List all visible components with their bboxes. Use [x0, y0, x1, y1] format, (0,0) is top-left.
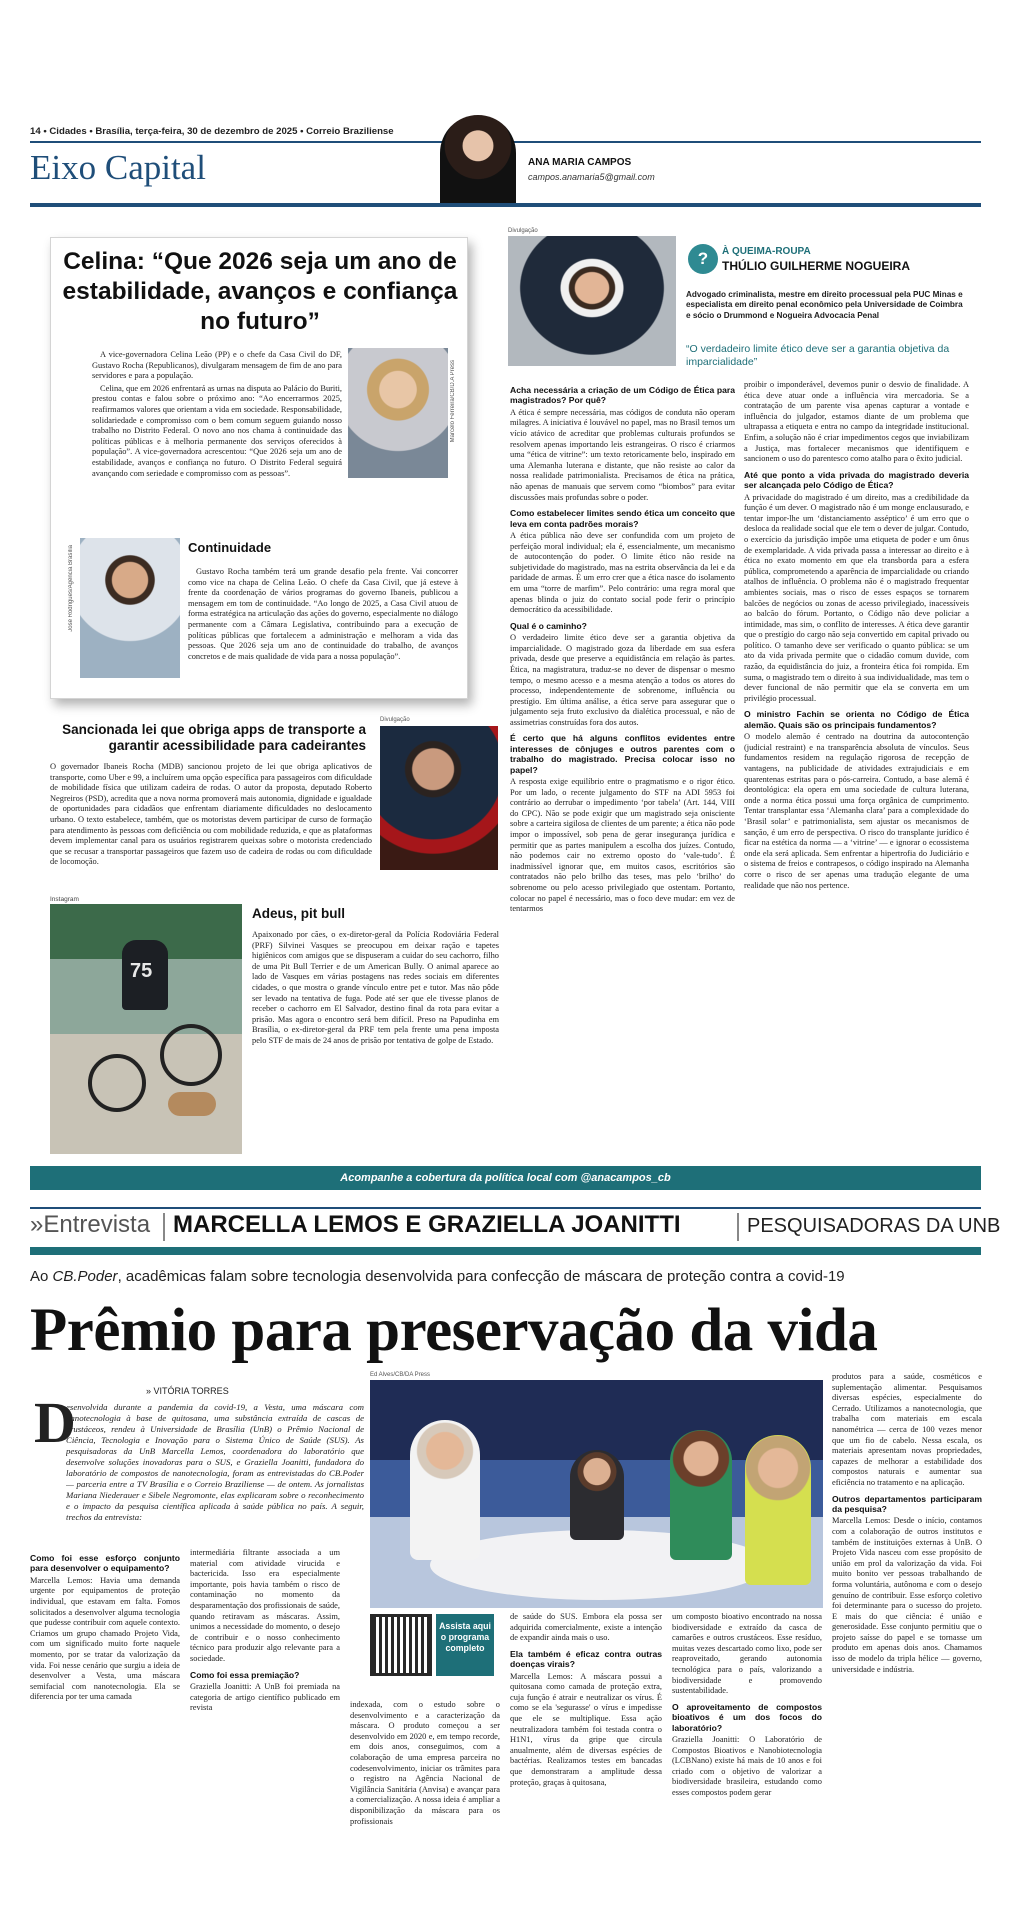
- interview-column-1: Como foi esse esforço conjunto para desenvolver o equipamento? Marcella Lemos: Havia uma demanda urgente por equipamentos de proteção individual, que estavam em falta. Fomos solicitados a desenvolver alguma tecnologia que pudesse contribuir com aquele contexto. Criamos um grupo chamado Projeto Vida, com um significado muito forte naquele momento, por se tratar da valorização da vida. Foi nesse cenário que surgiu a ideia de desenvolver a Vesta, uma máscara semifacial com nanotecnologia. Ela se diferencia por ter uma camada: [30, 1553, 180, 1702]
- queima-q2: Como estabelecer limites sendo ética um conceito que leva em conta padrões morais?: [510, 508, 735, 529]
- section-title: Eixo Capital: [30, 148, 206, 187]
- lead-dropcap: D: [34, 1390, 76, 1455]
- apps-body: O governador Ibaneis Rocha (MDB) sancionou projeto de lei que obriga aplicativos de transporte, como Uber e 99, a incluírem uma opção específica para passageiros com dificuldade de mobilidade física que utilizam cadeira de rodas. O autor da proposta, deputado Roberto Negreiros (PSD), acredita que a nova norma promoverá mais autonomia, dignidade e igualdade de oportunidades para cidadãos que enfrentam diariamente dificuldades no deslocamento urbano. O texto estabelece, também, que os motoristas devem participar de curso de formação para atendimento às pessoas com deficiência ou com mobilidade reduzida, e que as plataformas devem implementar canal para os usuários registrarem queixas sobre o motorista credenciado que se recusar a transportar passageiros que fazem uso de cadeira de rodas ou com dificuldade de locomoção.: [50, 762, 372, 867]
- pitbull-headline: Adeus, pit bull: [252, 906, 345, 921]
- queima-q3: Qual é o caminho?: [510, 620, 587, 631]
- interview-photo-credit: Ed Alves/CB/DA Press: [370, 1372, 431, 1378]
- guest-right-2: [745, 1435, 811, 1585]
- dog-figure: [168, 1092, 216, 1116]
- queima-column-1: Acha necessária a criação de um Código de Ética para magistrados? Por quê? A ética é sempre necessária, mas códigos de conduta não operam milagres. A iniciativa é louvável no papel, mas no Brasil temos um vício atávico de acreditar que problemas culturais profundos se resolvem apenas importando leis estrangeiras. O risco é criarmos uma “ética de vitrine”: um texto retoricamente belo, inspirado em uma Alemanha luterana e distante, que não resiste ao calor da nossa realidade patrimonialista. Precisamos de ética na prática, não apenas de manuais que servem como “biombos” para evitar discussões mais profundas sobre o poder. Como estabelecer limites sendo ética um conceito que leva em conta padrões morais? A ética pública não deve ser confundida com um projeto de perfeição moral individual; ela é, essencialmente, um mecanismo de autocontenção do poder. O limite ético não reside na subjetividade do magistrado, mas na estrita observância da lei e da paridade de armas. É um erro crer que a ética nasce do isolamento em uma “torre de marfim”. Pelo contrário: uma regra moral que apenas blinda o juiz do contato social pode ferir o princípio democrático da acessibilidade. Qual é o caminho? O verdadeiro limite ético deve ser a garantia objetiva da imparcialidade. O magistrado goza da liberdade em sua esfera privada, desde que preserve a equidistância em relação às partes. Ética, na magistratura, traduz-se no dever de dispensar o mesmo tempo, o mesmo acesso e a mesma atenção a todos os atores do processo, independentemente de sobrenome, influência ou prestígio. Em última análise, a ética serve para assegurar que o julgamento seja fruto exclusivo da dialética processual, e não de assimetrias construídas fora dos autos. É certo que há alguns conflitos evidentes entre interesses de cônjuges e outros parentes com o trabalho do magistrado. Precisa colocar isso no papel? A resposta exige equilíbrio entre o pragmatismo e o rigor ético. Por um lado, o recente julgamento do STF na ADI 5953 foi contrário ao derrubar o impedimento ‘por tabela’ (Art. 144, VIII do CPC). Não se pode exigir que um magistrado seja onisciente sobre a carteira sigilosa de clientes de um parente; a ética não pode impor o impossível, sob pena de gerar insegurança jurídica e permitir que as partes manipulem a escolha dos juízes. Contudo, não podemos cair no extremo oposto do ‘vale-tudo’. É inadmissível ignorar que, em muitos casos, escritórios são contratados não pelo brilho das teses, mas pelo ‘brilho’ do sobrenome ou pelo acesso privilegiado que ostentam. Portanto, colocar no papel é necessário, mas o foco deve mudar: em vez de tentarmos: [510, 385, 735, 914]
- continuidade-subhead: Continuidade: [188, 540, 272, 555]
- interview-q2: Como foi essa premiação?: [190, 1669, 300, 1680]
- columnist-photo: [440, 115, 516, 203]
- interview-q1: Como foi esse esforço conjunto para desenvolver o equipamento?: [30, 1553, 180, 1574]
- interview-byline: » VITÓRIA TORRES: [146, 1386, 229, 1396]
- interview-deck: Ao CB.Poder, acadêmicas falam sobre tecnologia desenvolvida para confecção de máscara de proteção contra a covid-19: [30, 1268, 845, 1285]
- thulio-photo: [508, 236, 676, 366]
- folio-line: 14 • Cidades • Brasília, terça-feira, 30 de dezembro de 2025 • Correio Braziliense: [30, 126, 394, 137]
- interview-q3: Ela também é eficaz contra outras doenças virais?: [510, 1648, 662, 1670]
- interview-q5: Outros departamentos participaram da pesquisa?: [832, 1493, 982, 1514]
- columnist-name: ANA MARIA CAMPOS: [528, 157, 632, 168]
- celina-photo: [348, 348, 448, 478]
- celina-body: A vice-governadora Celina Leão (PP) e o chefe da Casa Civil do DF, Gustavo Rocha (Republicanos), divulgaram mensagem de fim de ano para servidores e para a população. Celina, que em 2026 enfrentará as urnas na disputa ao Palácio do Buriti, prestou contas e falou sobre o próximo ano: “Ao encerrarmos 2025, reafirmamos valores que orientam a vida em sociedade. Responsabilidade, solidariedade e compromisso com o bem comum seguem guiando nosso trabalho no Distrito Federal. O novo ano nos chama à continuidade das políticas públicas e à melhoria permanente dos serviços oferecidos à população”. A vice-governadora acrescentou: “Que 2026 seja um ano de estabilidade, avanços e confiança no futuro. O Distrito Federal seguirá avançando com seriedade e compromisso com as pessoas”.: [92, 350, 342, 478]
- studio-photo: [370, 1380, 823, 1608]
- social-banner[interactable]: Acompanhe a cobertura da política local com @anacampos_cb: [30, 1166, 981, 1190]
- interview-top-rule: [30, 1207, 981, 1209]
- interview-divider-1: [163, 1213, 165, 1241]
- celina-photo-credit: Marcelo Ferreira/CB/D.A Press: [450, 360, 456, 443]
- thulio-photo-credit: Divulgação: [508, 228, 538, 234]
- interview-divider-2: [737, 1213, 739, 1241]
- queima-q6: O ministro Fachin se orienta no Código de Ética alemão. Quais são os principais fundamentos?: [744, 709, 969, 730]
- interview-kicker: »Entrevista: [30, 1211, 151, 1238]
- queima-q1: Acha necessária a criação de um Código de Ética para magistrados? Por quê?: [510, 385, 735, 406]
- pitbull-photo: [50, 904, 242, 1154]
- guest-left: [410, 1420, 480, 1560]
- apps-headline: Sancionada lei que obriga apps de transporte a garantir acessibilidade para cadeirantes: [62, 722, 366, 753]
- header-bottom-rule: [30, 203, 981, 207]
- queima-kicker: À QUEIMA-ROUPA: [722, 246, 811, 257]
- bicycle-wheel-front: [160, 1024, 222, 1086]
- qr-label[interactable]: Assista aqui o programa completo: [436, 1614, 494, 1676]
- interview-lead: esenvolvida durante a pandemia da covid-19, a Vesta, uma máscara com nanotecnologia à base de quitosana, uma substância extraída de cascas de crustáceos, rendeu à Universidade de Brasília (UnB) o Prêmio Nacional de Ciência, Tecnologia e Inovação para o Sistema Único de Saúde (SUS). As pesquisadoras da UnB Marcella Lemos, coordenadora do laboratório que desenvolve soluções inovadoras para o SUS, e Graziella Joanitti, fundadora do laboratório de compostos de nanotecnologia, foram as entrevistadas do CB.Poder — parceria entre a TV Brasília e o Correio Braziliense — de ontem. As jornalistas Mariana Niederauer e Sibele Negromonte, elas explicaram sobre o reconhecimento e o impacto da pesquisa científica aplicada à saúde pública no país. A seguir, trechos da entrevista:: [66, 1402, 364, 1522]
- interview-column-3: indexada, com o estudo sobre o desenvolvimento e a caracterização da máscara. O produto começou a ser desenvolvido em 2020 e, em tempo recorde, em dois anos, conseguimos, com a colaboração de uma empresa parceira no codesenvolvimento, iniciar os trâmites para o registro na Agência Nacional de Vigilância Sanitária (Anvisa) e avançar para a comercialização. A nossa ideia é ampliar a disponibilização da máscara para os profissionais: [350, 1700, 500, 1826]
- runner-jersey-number: 75: [130, 960, 153, 982]
- apps-photo-credit: Divulgação: [380, 717, 410, 723]
- interview-role: PESQUISADORAS DA UNB: [747, 1215, 1001, 1237]
- apps-photo: [380, 726, 498, 870]
- queima-icon: ?: [688, 244, 718, 274]
- interview-column-5: um composto bioativo encontrado na nossa biodiversidade e extraído da casca de camarões e outros crustáceos. Esse resíduo, muitas vezes descartado como lixo, pode ser reaproveitado, gerando autonomia tecnológica para o país, valorizando a biodiversidade e promovendo sustentabilidade. O aproveitamento de compostos bioativos é um dos focos do laboratório? Graziella Joanitti: O Laboratório de Compostos Bioativos e Nanobiotecnologia (LCBNano) existe há mais de 10 anos e foi criado com o objetivo de valorizar a biodiversidade brasileira, estudando como esses compostos podem gerar: [672, 1612, 822, 1797]
- interview-q4: O aproveitamento de compostos bioativos é um dos focos do laboratório?: [672, 1701, 822, 1733]
- queima-q4: É certo que há alguns conflitos evidentes entre interesses de cônjuges e outros parentes com o trabalho do magistrado. Precisa colocar isso no papel?: [510, 733, 735, 775]
- host-center: [570, 1450, 624, 1540]
- interview-column-4: de saúde do SUS. Embora ela possa ser adquirida comercialmente, existe a intenção de expandir ainda mais o uso. Ela também é eficaz contra outras doenças virais? Marcella Lemos: A máscara possui a quitosana como camada de proteção extra, cuja função é atrair e neutralizar os vírus. É como se ela 'segurasse' o vírus e impedisse que ele se multiplique. Essa ação neutralizadora também foi testada contra o H1N1, vírus da gripe que circula anualmente, além de diversas espécies de bactérias. Realizamos testes em bancadas que demonstraram a amplitude dessa proteção, graças à quitosana,: [510, 1612, 662, 1787]
- qr-code[interactable]: [370, 1614, 432, 1676]
- gustavo-photo-credit: José Rodrigues/Agência Brasília: [68, 545, 74, 632]
- interview-names: MARCELLA LEMOS E GRAZIELLA JOANITTI: [173, 1211, 681, 1238]
- guest-right-1: [670, 1430, 732, 1560]
- continuidade-body: Gustavo Rocha também terá um grande desafio pela frente. Vai concorrer como vice na chapa de Celina Leão. O chefe da Casa Civil, que já esteve à frente da coordenação de vários programas do governo Ibaneis, publicou a mensagem em tom de continuidade. “Ao longo de 2025, a Casa Civil atuou de forma estratégica na articulação das ações do governo, especialmente no diálogo permanente com a Câmara Legislativa, contribuindo para a execução de políticas públicas que fortalecem a administração e melhoram a vida das pessoas. Que 2026 seja um ano de continuidade do trabalho, de avanços concretos e de mais qualidade de vida para a nossa população”.: [188, 567, 458, 661]
- gustavo-photo: [80, 538, 180, 678]
- interview-column-6: produtos para a saúde, cosméticos e suplementação alimentar. Pesquisamos diversas espécies, especialmente do Cerrado. Utilizamos a nanotecnologia, que trabalha com materiais em escala nanométrica — cerca de 100 vezes menor que um fio de cabelo. Nessa escala, os materiais apresentam novas propriedades, capazes de melhorar a estabilidade dos compostos naturais e aumentar sua eficiência no tratamento e na aplicação. Outros departamentos participaram da pesquisa? Marcella Lemos: Desde o início, contamos com a colaboração de outros institutos e também de instituições externas à UnB. O Projeto Vida nasceu com esse propósito de união em prol da valorização da vida. Foi muito bonito ver pessoas trabalhando de forma voluntária, autônoma e com o desejo genuíno de contribuir. Esse esforço coletivo foi determinante para o sucesso do projeto. E mais do que ciência: é união e generosidade. Esse conjunto permitiu que o projeto saísse do papel e se tornasse um produto em apenas dois anos. Chamamos isso de modelo da tripla hélice — governo, universidade e indústria.: [832, 1372, 982, 1674]
- queima-q5: Até que ponto a vida privada do magistrado deveria ser alcançada pelo Código de Ética?: [744, 469, 969, 491]
- interview-headline: Prêmio para preservação da vida: [30, 1297, 878, 1364]
- pitbull-body: Apaixonado por cães, o ex-diretor-geral da Polícia Rodoviária Federal (PRF) Silvinei Vasques se preocupou em deixar ração e tapetes higiênicos com amigos que se dispuseram a cuidar do seu cachorro, filho de uma Pit Bull Terrier e de um American Bully. O animal aparece ao lado de Vasques em várias postagens nas redes sociais em diferentes cidades, o que mostra o grande vínculo entre pet e tutor. Mas não pôde ser levado na tentativa de fuga. Pode até ser que ele tivesse planos de receber o cachorro em El Salvador, destino final da rota para evitar a prisão. Mas agora o encontro será bem difícil. Preso na Papudinha em Brasília, o ex-diretor-geral da PRF tem pela frente uma pena imposta pelo STF de mais de 24 anos de prisão por tentativa de golpe de Estado.: [252, 930, 499, 1045]
- celina-headline: Celina: “Que 2026 seja um ano de estabilidade, avanços e confiança no futuro”: [62, 248, 458, 335]
- interview-column-2: intermediária filtrante associada a um material com atividade virucida e bactericida. Isso era especialmente importante, pois havia também o risco de contaminação no momento da desparamentação dos profissionais de saúde, quando retiravam as máscaras. Assim, unimos a necessidade do momento, o desejo de contribuir e o nosso conhecimento técnico para produzir algo relevante para a sociedade. Como foi essa premiação? Graziella Joanitti: A UnB foi premiada na categoria de artigo científico publicado em revista: [190, 1548, 340, 1713]
- queima-bio: Advogado criminalista, mestre em direito processual pela PUC Minas e especialista em direito penal econômico pela Universidade de Coimbra e sócio o Drummond e Nogueira Advocacia Penal: [686, 290, 963, 320]
- queima-pullquote: “O verdadeiro limite ético deve ser a garantia objetiva da imparcialidade”: [686, 343, 950, 368]
- bicycle-wheel-rear: [88, 1054, 146, 1112]
- queima-column-2: proibir o imponderável, devemos punir o desvio de finalidade. A ética deve atuar onde a influência vira mercadoria. Se a contratação de um parente visa apenas capturar a vontade e influência do julgador, estamos diante de um problema que ultrapassa a etiqueta e entra no campo da integridade institucional. Enfim, a solução não é criar impedimentos cegos que inviabilizam a Justiça, mas fortalecer mecanismos que identifiquem e sancionem o uso do parentesco como atalho para o êxito judicial. Até que ponto a vida privada do magistrado deveria ser alcançada pelo Código de Ética? A privacidade do magistrado é um direito, mas a credibilidade da função é um dever. O magistrado não é um monge enclausurado, e tentar impor-lhe um ‘distanciamento asséptico’ é um erro que o desloca da realidade social que ele tem o dever de julgar. Contudo, o exercício da jurisdição impõe uma etiqueta de poder e um ônus de exemplaridade. A vida privada passa a interessar ao direito e à ética no exato momento em que ela transborda para a esfera pública, comprometendo a aparência de imparcialidade ou criando atalhos de influência. O problema não é o magistrado frequentar ambientes sociais, mas o risco de esses espaços se tornarem balcões de negócios ou zonas de acesso privilegiado, inacessíveis ao balcão do fórum. Portanto, o Código não deve policiar a intimidade, mas sim, o conflito de interesses. A ética deve garantir que o prestígio do cargo não seja convertido em capital privado ou político. O tamanho deve ser verificado o quanto pública: se um ato da vida privada permite que o cidadão comum duvide, com razão, da equidistância do juiz, a fronteira ética foi rompida. Em suma, o magistrado tem o direito à sua individualidade, mas tem o dever funcional de não permitir que ela se converta em um privilégio processual. O ministro Fachin se orienta no Código de Ética alemão. Quais são os principais fundamentos? O modelo alemão é centrado na doutrina da autocontenção (judicial restraint) e na transparência absoluta de vínculos. Seus fundamentos residem na regulação rigorosa de recepção de vantagens, na publicidade de atividades extrajudiciais e em quarentenas estritas para o pós-carreira. Contudo, a base alemã é deontológica: ela opera em uma sociedade de cultura luterana, onde a norma ética possui uma força orgânica de cumprimento. Tentar transplantar essa ‘Alemanha clara’ para a complexidade do ‘Brasil solar’ e patrimonialista, sem ajustar os mecanismos de sanção, é um erro de perspectiva. O risco do transplante jurídico é ficar na estética da norma — a ‘vitrine’ — e ignorar o ecossistema onde ela será aplicada. Sem enfrentar a hipertrofia do Judiciário e o sistema de freios e contrapesos, o código inspirado na Alemanha corre o risco de ser apenas uma tradução elegante de uma realidade que não nos pertence.: [744, 380, 969, 890]
- columnist-email: campos.anamaria5@gmail.com: [528, 172, 655, 182]
- pitbull-source: Instagram: [50, 896, 79, 903]
- interview-bottom-rule: [30, 1247, 981, 1255]
- queima-name: THÚLIO GUILHERME NOGUEIRA: [722, 259, 910, 273]
